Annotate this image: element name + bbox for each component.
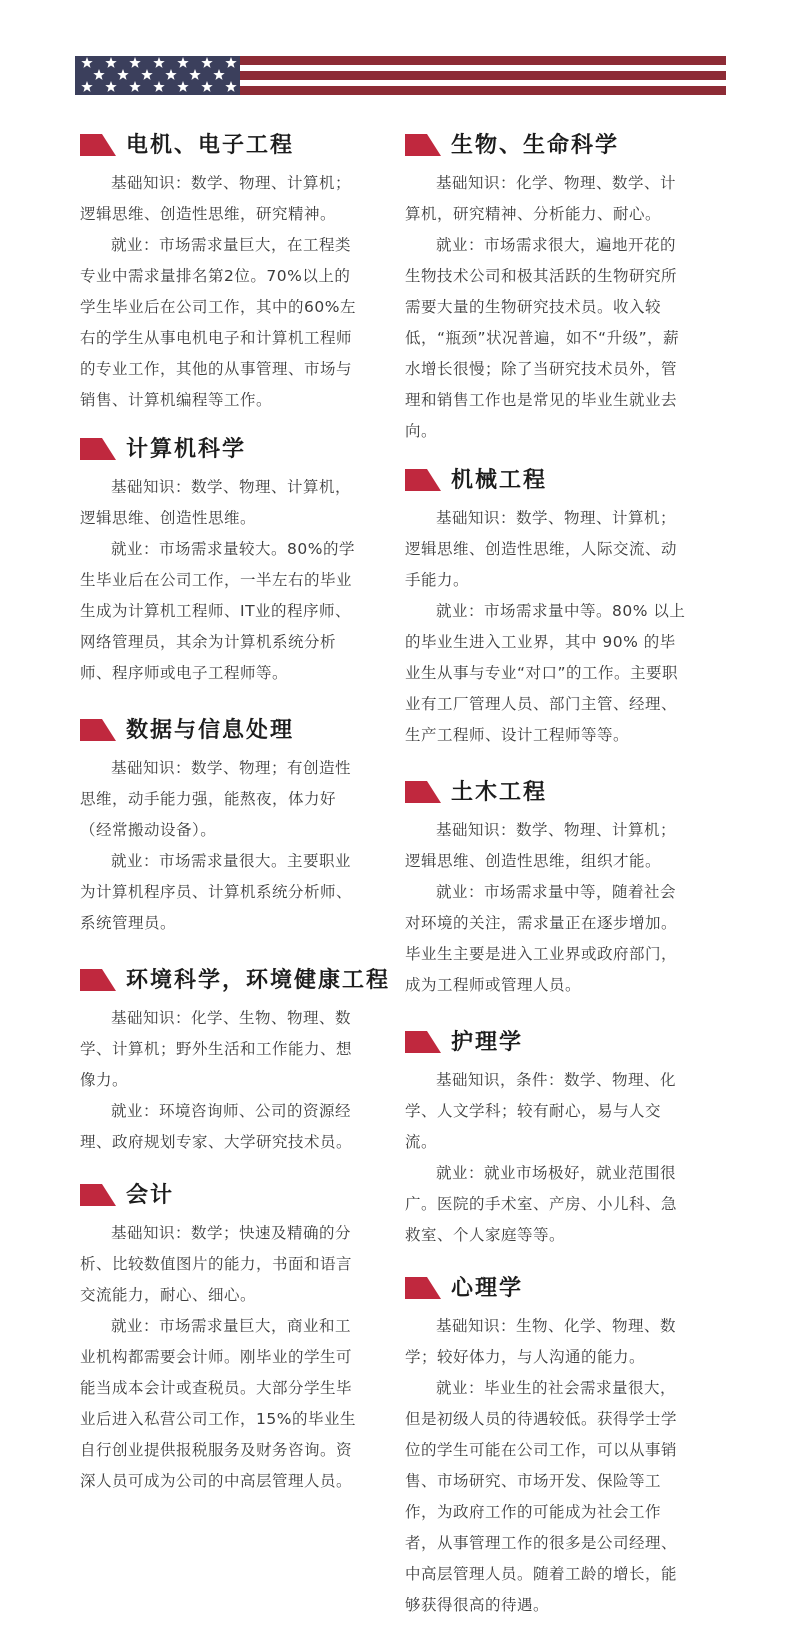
major-section [80,126,365,416]
major-section [405,1269,690,1621]
knowledge-text: 基础知识：化学、生物、物理、数学、计算机；野外生活和工作能力、想像力。 [80,1009,353,1089]
knowledge-text: 基础知识：数学、物理、计算机；逻辑思维、创造性思维，研究精神。 [80,174,352,223]
major-section [80,961,391,1158]
section-title: 机械工程 [451,468,548,493]
knowledge-text: 基础知识：化学、物理、数学、计算机，研究精神、分析能力、耐心。 [405,174,677,223]
section-heading [405,1269,690,1305]
knowledge-text: 基础知识：数学、物理；有创造性思维，动手能力强，能熬夜，体力好（经常搬动设备）。 [80,759,352,839]
section-marker-icon [405,1031,441,1053]
employment-text: 就业：毕业生的社会需求量很大，但是初级人员的待遇较低。获得学士学位的学生可能在公司工作，可以从事销售、市场研究、市场开发、保险等工作，为政府工作的可能成为社会工作者，从事管理工作的很多是公司经理、中高层管理人员。随着工龄的增长，能够获得很高的待遇。 [405,1379,678,1614]
section-title: 环境科学，环境健康工程 [126,968,391,993]
employment-text: 就业：市场需求量较大。80%的学生毕业后在公司工作，一半左右的毕业生成为计算机工程师、IT业的程序师、网络管理员，其余为计算机系统分析师、程序师或电子工程师等。 [80,540,355,682]
section-marker-icon [80,134,116,156]
section-heading [80,1176,365,1212]
section-marker-icon [405,134,441,156]
knowledge-text: 基础知识：生物、化学、物理、数学；较好体力，与人沟通的能力。 [405,1317,677,1366]
section-marker-icon [405,469,441,491]
section-title: 计算机科学 [126,437,247,462]
major-section [405,461,690,751]
employment-text: 就业：市场需求量巨大，商业和工业机构都需要会计师。刚毕业的学生可能当成本会计或查税员。大部分学生毕业后进入私营公司工作，15%的毕业生自行创业提供报税服务及财务咨询。资深人员可成为公司的中高层管理人员。 [80,1317,356,1490]
section-marker-icon [80,1184,116,1206]
section-heading [405,773,690,809]
section-heading [80,961,391,997]
section-heading [405,126,690,162]
section-marker-icon [405,1277,441,1299]
employment-text: 就业：环境咨询师、公司的资源经理、政府规划专家、大学研究技术员。 [80,1102,353,1151]
section-title: 护理学 [451,1030,524,1055]
section-marker-icon [405,781,441,803]
section-marker-icon [80,969,116,991]
section-heading [80,126,365,162]
employment-text: 就业：就业市场极好，就业范围很广。医院的手术室、产房、小儿科、急救室、个人家庭等等。 [405,1164,678,1244]
major-section [405,1023,690,1251]
section-title: 会计 [126,1183,175,1208]
knowledge-text: 基础知识：数学、物理、计算机；逻辑思维、创造性思维，组织才能。 [405,821,677,870]
section-title: 生物、生命科学 [451,133,620,158]
section-heading [405,461,690,497]
employment-text: 就业：市场需求量中等，随着社会对环境的关注，需求量正在逐步增加。毕业生主要是进入工业界或政府部门，成为工程师或管理人员。 [405,883,678,994]
section-heading [405,1023,690,1059]
major-section [405,773,690,1001]
employment-text: 就业：市场需求很大，遍地开花的生物技术公司和极其活跃的生物研究所需要大量的生物研究技术员。收入较低，“瓶颈”状况普遍，如不“升级”，薪水增长很慢；除了当研究技术员外，管理和销售工作也是常见的毕业生就业去向。 [405,236,680,440]
major-section [80,1176,365,1497]
knowledge-text: 基础知识：数学、物理、计算机，逻辑思维、创造性思维。 [80,478,352,527]
major-section [80,430,365,689]
major-section [80,711,365,939]
section-title: 土木工程 [451,780,548,805]
section-marker-icon [80,438,116,460]
section-title: 心理学 [451,1276,524,1301]
section-title: 数据与信息处理 [126,718,295,743]
section-title: 电机、电子工程 [126,133,295,158]
knowledge-text: 基础知识：数学；快速及精确的分析、比较数值图片的能力，书面和语言交流能力，耐心、细心。 [80,1224,353,1304]
knowledge-text: 基础知识，条件：数学、物理、化学、人文学科；较有耐心，易与人交流。 [405,1071,677,1151]
major-section [405,126,690,447]
section-heading [80,711,365,747]
section-marker-icon [80,719,116,741]
employment-text: 就业：市场需求量巨大，在工程类专业中需求量排名第2位。70%以上的学生毕业后在公司工作，其中的60%左右的学生从事电机电子和计算机工程师的专业工作，其他的从事管理、市场与销售、计算机编程等工作。 [80,236,356,409]
right-column [405,126,690,1621]
us-flag-icon [75,56,726,95]
employment-text: 就业：市场需求量中等。80% 以上的毕业生进入工业界，其中 90% 的毕业生从事与专业“对口”的工作。主要职业有工厂管理人员、部门主管、经理、生产工程师、设计工程师等等。 [405,602,686,744]
section-heading [80,430,365,466]
knowledge-text: 基础知识：数学、物理、计算机；逻辑思维、创造性思维，人际交流、动手能力。 [405,509,678,589]
employment-text: 就业：市场需求量很大。主要职业为计算机程序员、计算机系统分析师、系统管理员。 [80,852,353,932]
left-column [80,126,391,1497]
